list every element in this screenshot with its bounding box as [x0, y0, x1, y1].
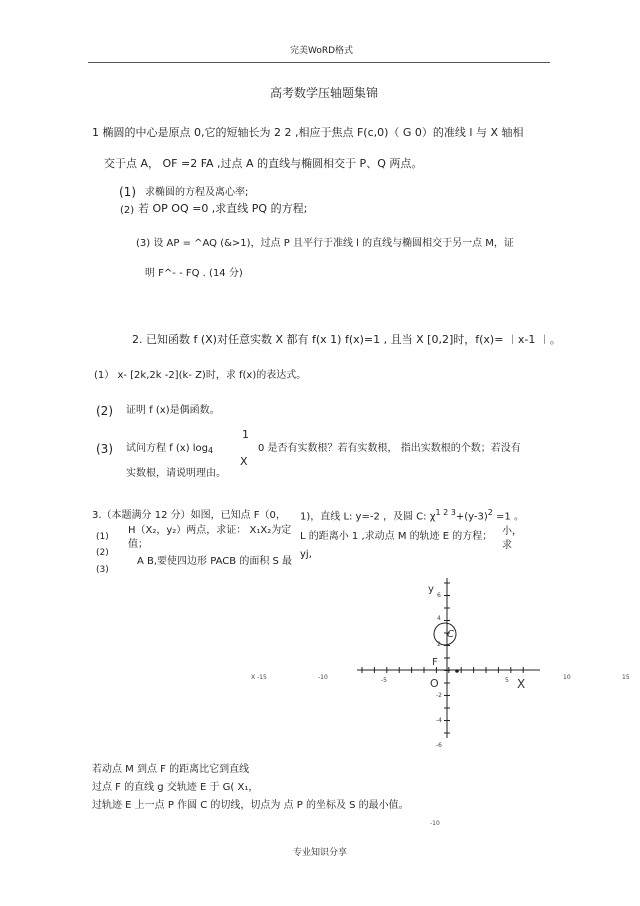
q2-part3-number: (3) [96, 442, 113, 456]
q3-part2-number: (2) [96, 548, 109, 558]
graph-x-tick-label-neg10: -10 [318, 674, 328, 681]
q1-part2-number: (2) [120, 205, 135, 216]
q2-part3-line2: 实数根，请说明理由。 [126, 468, 226, 479]
q2-part1: (1） x- [2k,2k -2](k- Z)时，求 f(x)的表达式。 [94, 370, 307, 381]
q3-circle-eq-d: =1 。 [492, 511, 524, 523]
q2-part3-text-b: 0 是否有实数根？若有实数根， 指出实数根的个数；若没有 [258, 443, 521, 454]
graph-x-tick-label-10: 10 [563, 674, 571, 681]
q3-line1-a: 3.（本题满分 12 分）如图，已知点 F（0， [92, 510, 286, 521]
q1-part3-line1: (3) 设 AP = ^AQ (&>1)，过点 P 且平行于准线 l 的直线与椭圆相交于另一点 M，证 [136, 238, 514, 249]
q3-col3-line-b: 求 [502, 540, 512, 551]
q3-circle-eq-c: +(y-3) [455, 511, 488, 523]
q2-line1: 2. 已知函数 f (X)对任意实数 X 都有 f(x 1) f(x)=1 , 且当 X [0,2]时，f(x)= ︱x-1 ︱。 [132, 333, 561, 346]
q3-col3-line-a: 小， [502, 526, 522, 537]
q3-col1-line-b: 值； [128, 539, 148, 550]
graph-bottom-tick-label: -10 [430, 820, 440, 827]
document-title: 高考数学压轴题集锦 [270, 86, 379, 100]
q1-part2-text: 若 OP OQ =0 ,求直线 PQ 的方程; [138, 202, 308, 215]
graph-f-label: F [432, 657, 438, 668]
q3-col2-line-b: yj, [300, 549, 312, 560]
q3-bottom-line1: 若动点 M 到点 F 的距离比它到直线 [92, 764, 250, 775]
page-header: 完美WoRD格式 [290, 46, 354, 56]
graph-origin-label: O [430, 677, 439, 690]
q1-line1: 1 椭圆的中心是原点 0,它的短轴长为 2 2 ,相应于焦点 F(c,0)（ G 0）的准线 l 与 X 轴相 [92, 126, 524, 139]
q1-part1-text: 求椭圆的方程及离心率; [145, 187, 249, 198]
q2-part3-fraction-bottom: X [240, 455, 248, 468]
q1-part3-line2: 明 F^- - FQ . (14 分) [145, 268, 243, 279]
graph-point-f [455, 669, 459, 673]
q3-col1-line-c: A B,要使四边形 PACB 的面积 S 最 [137, 556, 293, 567]
graph-y-tick-label-neg4: -4 [436, 717, 442, 724]
q1-line2: 交于点 A， OF =2 FA ,过点 A 的直线与椭圆相交于 P、Q 两点。 [104, 157, 423, 170]
graph-x-tick-label-neg15: X -15 [251, 674, 267, 681]
graph-y-tick-label-4: 4 [437, 615, 441, 622]
graph-y-tick-label-2: 2 [437, 641, 441, 648]
q2-part2-text: 证明 f (x)是偶函数。 [126, 405, 220, 416]
q2-part2-number: (2) [96, 404, 113, 418]
q3-part1-number: (1) [96, 532, 109, 542]
q3-bottom-line2: 过点 F 的直线 g 交轨迹 E 于 G( X₁， [92, 782, 259, 793]
q3-circle-eq-sup2: 2 [487, 508, 493, 517]
page-footer: 专业知识分享 [293, 848, 348, 858]
q3-col2-line-a: L 的距离小 1 ,求动点 M 的轨迹 E 的方程； [300, 531, 493, 542]
q1-part1-number: (1) [119, 185, 136, 199]
graph-x-tick-label-5: 5 [505, 677, 509, 684]
q2-part3-func: 试问方程 f (x) log [126, 443, 209, 454]
q3-part3-number: (3) [96, 565, 109, 575]
q2-part3-log-base: 4 [208, 446, 214, 455]
q3-circle-eq-sup: 1 2 3 [435, 508, 456, 517]
graph-y-label: y [428, 584, 434, 595]
q2-part3-fraction-top: 1 [242, 428, 249, 441]
q3-col1-line-a: H（X₂，y₂）两点，求证： X₁X₂为定 [128, 525, 292, 536]
graph-x-label: X [517, 677, 526, 691]
graph-y-tick-label-neg6: -6 [436, 742, 442, 749]
graph-y-tick-label-6: 6 [437, 592, 441, 599]
graph-x-tick-label-neg5: -5 [381, 677, 387, 684]
graph-y-tick-label-neg2: -2 [436, 692, 442, 699]
q3-bottom-line3: 过轨迹 E 上一点 P 作圆 C 的切线，切点为 点 P 的坐标及 S 的最小值。 [92, 800, 409, 811]
q3-circle-eq-a: 1)，直线 L: y=-2 ，及圆 C: χ [300, 511, 436, 523]
graph-x-tick-label-15: 15 [622, 674, 630, 681]
graph-c-label: C [447, 629, 454, 640]
